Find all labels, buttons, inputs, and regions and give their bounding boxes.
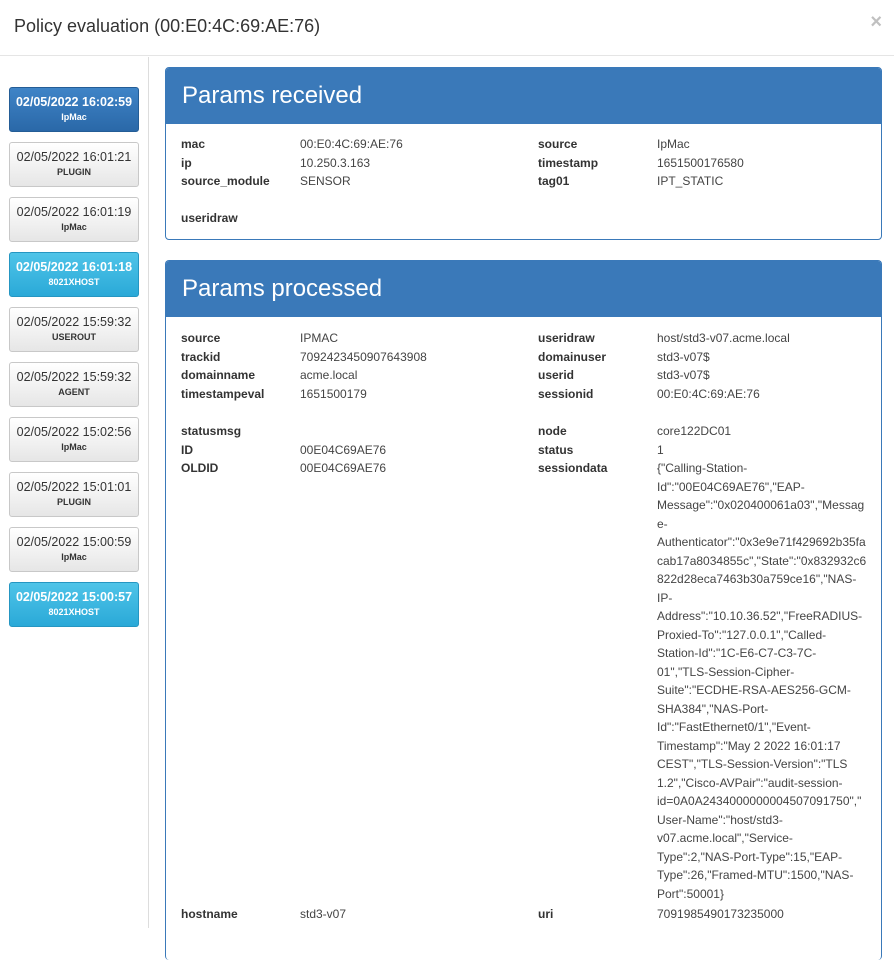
history-entry-date: 02/05/2022 15:01:01 [16, 480, 132, 494]
history-entry-button[interactable] [9, 307, 139, 352]
param-value: std3-v07 [300, 907, 347, 921]
param-value: 10.250.3.163 [300, 155, 371, 170]
param-value: 00E04C69AE76 [300, 461, 387, 475]
param-key: hostname [181, 907, 238, 921]
history-entry-source: AGENT [58, 387, 90, 397]
history-entry-date: 02/05/2022 15:00:59 [16, 535, 132, 549]
param-value: std3-v07$ [657, 368, 710, 382]
sessiondata-value: {"Calling-Station-Id":"00E04C69AE76","EAP-Message":"0x020400061a03","Message-Authenticator":"0x3e9e71f429692b35facab17a8034855c","State":"0x832932c6822d28eca7463b30a759ce16","NAS-IP-Address":"10.10.36.52","FreeRADIUS-Proxied-To":"127.0.0.1","Called-Station-Id":"1C-E6-C7-C3-7C-01","TLS-Session-Cipher-Suite":"ECDHE-RSA-AES256-GCM-SHA384","NAS-Port-Id":"FastEthernet0/1","Event-Timestamp":"May 2 2022 16:01:17 CEST","TLS-Session-Version":"TLS 1.2","Cisco-AVPair":"audit-session-id=0A0A2434000000004507091750","User-Name":"host/std3-v07.acme.local","Service-Type":2,"NAS-Port-Type":15,"EAP-Type":26,"Framed-MTU":1500,"NAS-Port":50001} [657, 461, 867, 901]
history-entry-date: 02/05/2022 15:00:57 [15, 590, 133, 604]
param-value: 1651500179 [300, 386, 367, 401]
param-key: trackid [181, 349, 221, 364]
param-key: sessiondata [538, 461, 608, 475]
param-value: 00E04C69AE76 [300, 442, 387, 457]
param-key: statusmsg [181, 424, 242, 438]
history-entry-source: IpMac [61, 222, 87, 232]
modal-header [0, 0, 894, 56]
param-key: OLDID [181, 461, 219, 475]
history-entry-button[interactable] [9, 197, 139, 242]
history-entry-date: 02/05/2022 16:01:21 [16, 150, 132, 164]
param-key: useridraw [181, 211, 238, 225]
params-received-grid [166, 124, 881, 240]
history-entry-date: 02/05/2022 15:02:56 [16, 425, 132, 439]
history-entry-source: PLUGIN [56, 167, 91, 177]
param-value: IPT_STATIC [657, 174, 724, 188]
history-entry-source: IpMac [61, 442, 87, 452]
params-received-heading: Params received [166, 68, 881, 124]
params-received-panel [165, 67, 882, 240]
modal-title: Policy evaluation (00:E0:4C:69:AE:76) [14, 16, 321, 36]
param-value: 7091985490173235000 [657, 907, 784, 921]
param-value: core122DC01 [657, 424, 732, 438]
param-key: source [538, 137, 578, 151]
history-entry-button[interactable] [9, 87, 139, 132]
params-processed-heading: Params processed [166, 261, 881, 317]
param-key: domainuser [538, 349, 607, 364]
param-value: 1651500176580 [657, 155, 744, 170]
history-entry-source: USEROUT [51, 332, 96, 342]
param-key: node [538, 424, 567, 438]
params-processed-grid [166, 317, 881, 957]
param-value: acme.local [300, 368, 358, 382]
history-entry-button[interactable] [9, 582, 139, 627]
param-key: uri [538, 907, 554, 921]
params-processed-panel [165, 260, 882, 960]
param-key: timestamp [538, 155, 599, 170]
evaluation-history-sidebar [0, 57, 149, 928]
history-entry-button[interactable] [9, 472, 139, 517]
param-value: 7092423450907643908 [300, 349, 427, 364]
param-value: 00:E0:4C:69:AE:76 [657, 386, 760, 401]
param-value: IpMac [657, 137, 690, 151]
param-key: timestampeval [181, 386, 265, 401]
history-entry-button[interactable] [9, 417, 139, 462]
param-key: sessionid [538, 386, 594, 401]
param-value: IPMAC [300, 331, 339, 345]
history-entry-date: 02/05/2022 15:59:32 [16, 370, 132, 384]
history-entry-date: 02/05/2022 16:02:59 [15, 95, 133, 109]
history-entry-date: 02/05/2022 16:01:18 [15, 260, 133, 274]
param-value: 00:E0:4C:69:AE:76 [300, 137, 403, 151]
history-entry-button[interactable] [9, 142, 139, 187]
history-entry-date: 02/05/2022 15:59:32 [16, 315, 132, 329]
param-key: status [538, 442, 574, 457]
history-entry-button[interactable] [9, 362, 139, 407]
param-key: ID [181, 442, 193, 457]
history-entry-source: PLUGIN [56, 497, 91, 507]
param-key: source [181, 331, 221, 345]
close-button[interactable]: × [870, 11, 882, 33]
history-entry-source: IpMac [61, 112, 87, 122]
param-key: domainname [181, 368, 256, 382]
param-value: host/std3-v07.acme.local [657, 331, 790, 345]
param-key: tag01 [538, 174, 570, 188]
history-entry-button[interactable] [9, 527, 139, 572]
param-key: mac [181, 137, 206, 151]
history-entry-source: 8021XHOST [48, 277, 100, 287]
param-key: useridraw [538, 331, 595, 345]
param-value: SENSOR [300, 174, 351, 188]
param-key: ip [181, 155, 192, 170]
history-entry-source: IpMac [61, 552, 87, 562]
param-value: std3-v07$ [657, 349, 710, 364]
history-entry-date: 02/05/2022 16:01:19 [16, 205, 132, 219]
param-value: 1 [657, 442, 664, 457]
history-entry-button[interactable] [9, 252, 139, 297]
history-entry-source: 8021XHOST [48, 607, 100, 617]
param-key: userid [538, 368, 575, 382]
param-key: source_module [181, 174, 270, 188]
